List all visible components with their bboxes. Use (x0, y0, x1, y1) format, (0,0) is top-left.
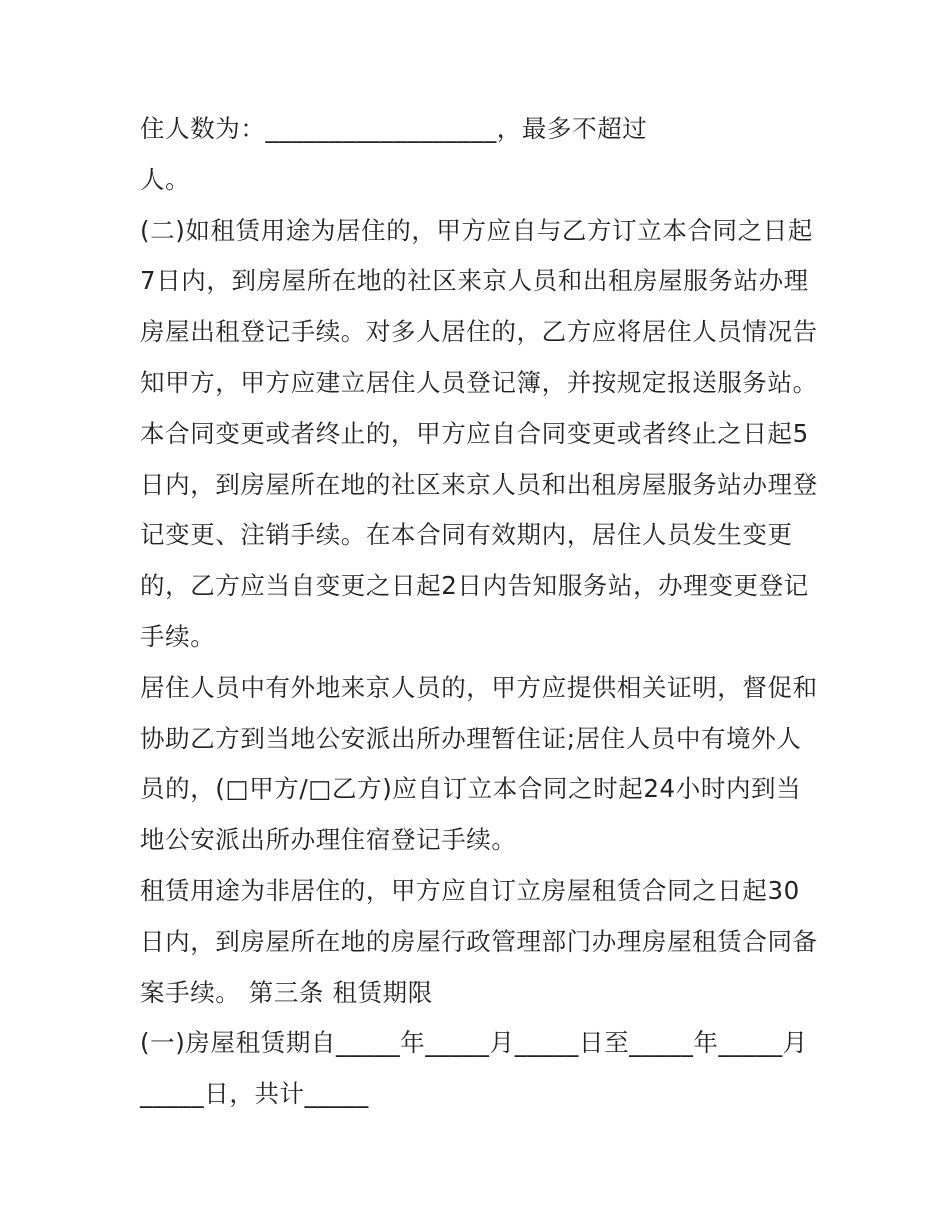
text-line: 的，乙方应当自变更之日起2日内告知服务站，办理变更登记 (140, 571, 809, 601)
text-line: 知甲方，甲方应建立居住人员登记簿，并按规定报送服务站。 (140, 367, 818, 397)
text-line: 居住人员中有外地来京人员的，甲方应提供相关证明，督促和 (140, 672, 818, 702)
text-line: 房屋出租登记手续。对多人居住的，乙方应将居住人员情况告 (140, 317, 818, 347)
document-body (140, 104, 840, 1120)
text-line: (一)房屋租赁期自_____年_____月_____日至_____年_____月 (140, 1028, 808, 1058)
text-line: 住人数为：__________________，最多不超过 (140, 114, 648, 143)
text-line: (二)如租赁用途为居住的，甲方应自与乙方订立本合同之日起 (140, 215, 813, 245)
text-line: 手续。 (140, 621, 216, 651)
text-line: 日内，到房屋所在地的房屋行政管理部门办理房屋租赁合同备 (140, 926, 818, 956)
text-line: _____日，共计_____ (140, 1079, 369, 1109)
text-line: 记变更、注销手续。在本合同有效期内，居住人员发生变更 (140, 520, 793, 550)
text-line: 本合同变更或者终止的，甲方应自合同变更或者终止之日起5 (140, 418, 809, 448)
text-line: 日内，到房屋所在地的社区来京人员和出租房屋服务站办理登 (140, 469, 818, 499)
text-line: 地公安派出所办理住宿登记手续。 (140, 825, 517, 855)
text-line: 协助乙方到当地公安派出所办理暂住证;居住人员中有境外人 (140, 723, 802, 753)
text-line: 员的，(□甲方/□乙方)应自订立本合同之时起24小时内到当 (140, 774, 802, 804)
text-line: 人。 (140, 164, 191, 194)
text-line: 7日内，到房屋所在地的社区来京人员和出租房屋服务站办理 (140, 266, 809, 296)
text-line: 租赁用途为非居住的，甲方应自订立房屋租赁合同之日起30 (140, 875, 800, 905)
section-heading-line: 案手续。 第三条 租赁期限 (140, 977, 433, 1007)
